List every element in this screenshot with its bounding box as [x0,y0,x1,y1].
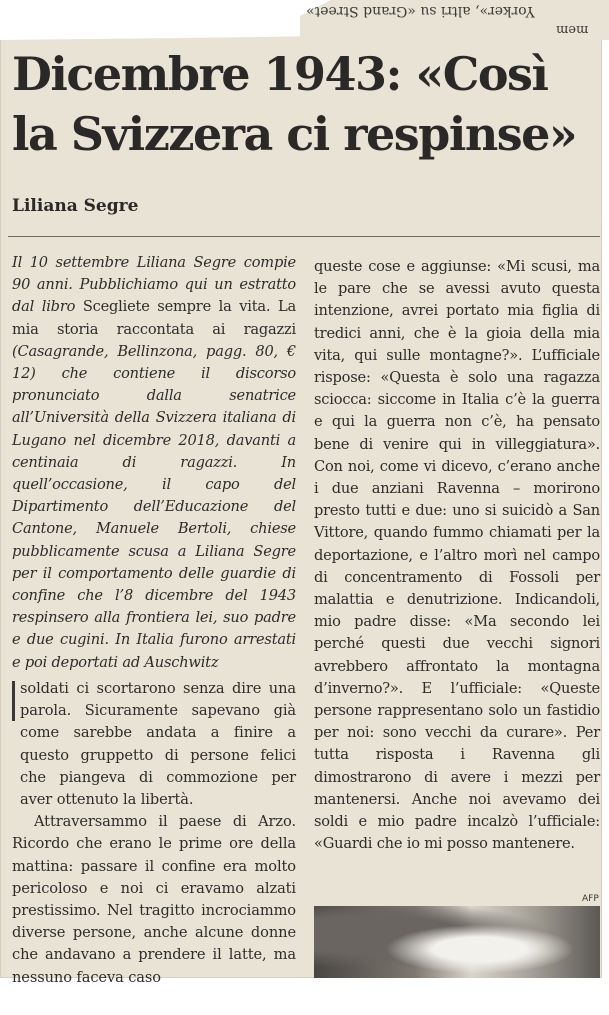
author-byline: Liliana Segre [12,196,139,216]
headline-line-2: la Svizzera ci respinse» [12,107,577,161]
right-column-body: queste cose e aggiunse: «Mi scusi, ma le pare che se avessi avuto questa intenzione, avrei portato mia figlia di tredici anni, che è la gioia della mia vita, qui sulle montagne?». L’ufficiale rispose: «Questa è solo una ragazza sciocca: siccome in Italia c’è la guerra e qui la guerra non c’è, ha pensato bene di venire qui in villeggiatura». Con noi, come vi dicevo, c’erano anche i due anziani Ravenna – morirono presto tutti e due: uno si suicidò a San Vittore, quando fummo chiamati per la deportazione, e l’altro morì nel campo di concentramento di Fossoli per malattia e denutrizione. Indicandoli, mio padre disse: «Ma secondo lei perché questi due vecchi signori avrebbero affrontato la montagna d’inverno?». E l’ufficiale: «Queste persone rappresentano solo un fastidio per noi: sono vecchi da curare». Per tutta risposta i Ravenna gli dimostrarono di avere i mezzi per mantenersi. Anche noi avevamo dei soldi e mio padre incalzò l’ufficiale: «Guardi che io mi posso mantenere. [314,258,600,853]
photo-credit: AFP [582,894,599,904]
intro-text-2: (Casagrande, Bellinzona, pagg. 80, € 12) che contiene il discorso pronunciato dalla senatrice all’Università della Svizzera italiana di Lugano nel dicembre 2018, davanti a centinaia di ragazzi. In quell’occasione, il capo del Dipartimento dell’Educazione del Cantone, Manuele Bertoli, chiese pubblicamente scusa a Liliana Segre per il comportamento delle guardie di confine che l’8 dicembre del 1943 respinsero alla frontiera lei, suo padre e due cugini. In Italia furono arrestati e poi deportati ad Auschwitz [12,342,296,671]
headline-line-1: Dicembre 1943: «Così [12,47,548,101]
headline [12,44,602,164]
intro-italic [12,252,296,674]
paragraph: soldati ci scortarono senza dire una parola. Sicuramente sapevano già come sarebbe andata a finire a questo gruppetto di persone felici che piangeva di commozione per aver ottenuto la libertà. [20,680,296,809]
divider-rule [8,236,600,237]
left-column-body [12,678,296,989]
book-title: Scegliete sempre la vita. La mia storia raccontata ai ragazzi [12,298,296,338]
intro-text-1: Il 10 settembre Liliana Segre compie 90 anni. Pubblichiamo qui un estratto dal libro [12,254,296,316]
upside-down-text-fragment: mem [556,22,589,37]
photo [314,906,600,978]
paragraph: Attraversammo il paese di Arzo. Ricordo che erano le prime ore della mattina: passare il confine era molto pericoloso e noi ci eravamo alzati prestissimo. Nel tragitto incrociammo diverse persone, anche alcune donne che andavano a prendere il latte, ma nessuno faceva caso [12,813,296,986]
upside-down-text: Yorker», altri su «Grand Street» [306,3,535,19]
